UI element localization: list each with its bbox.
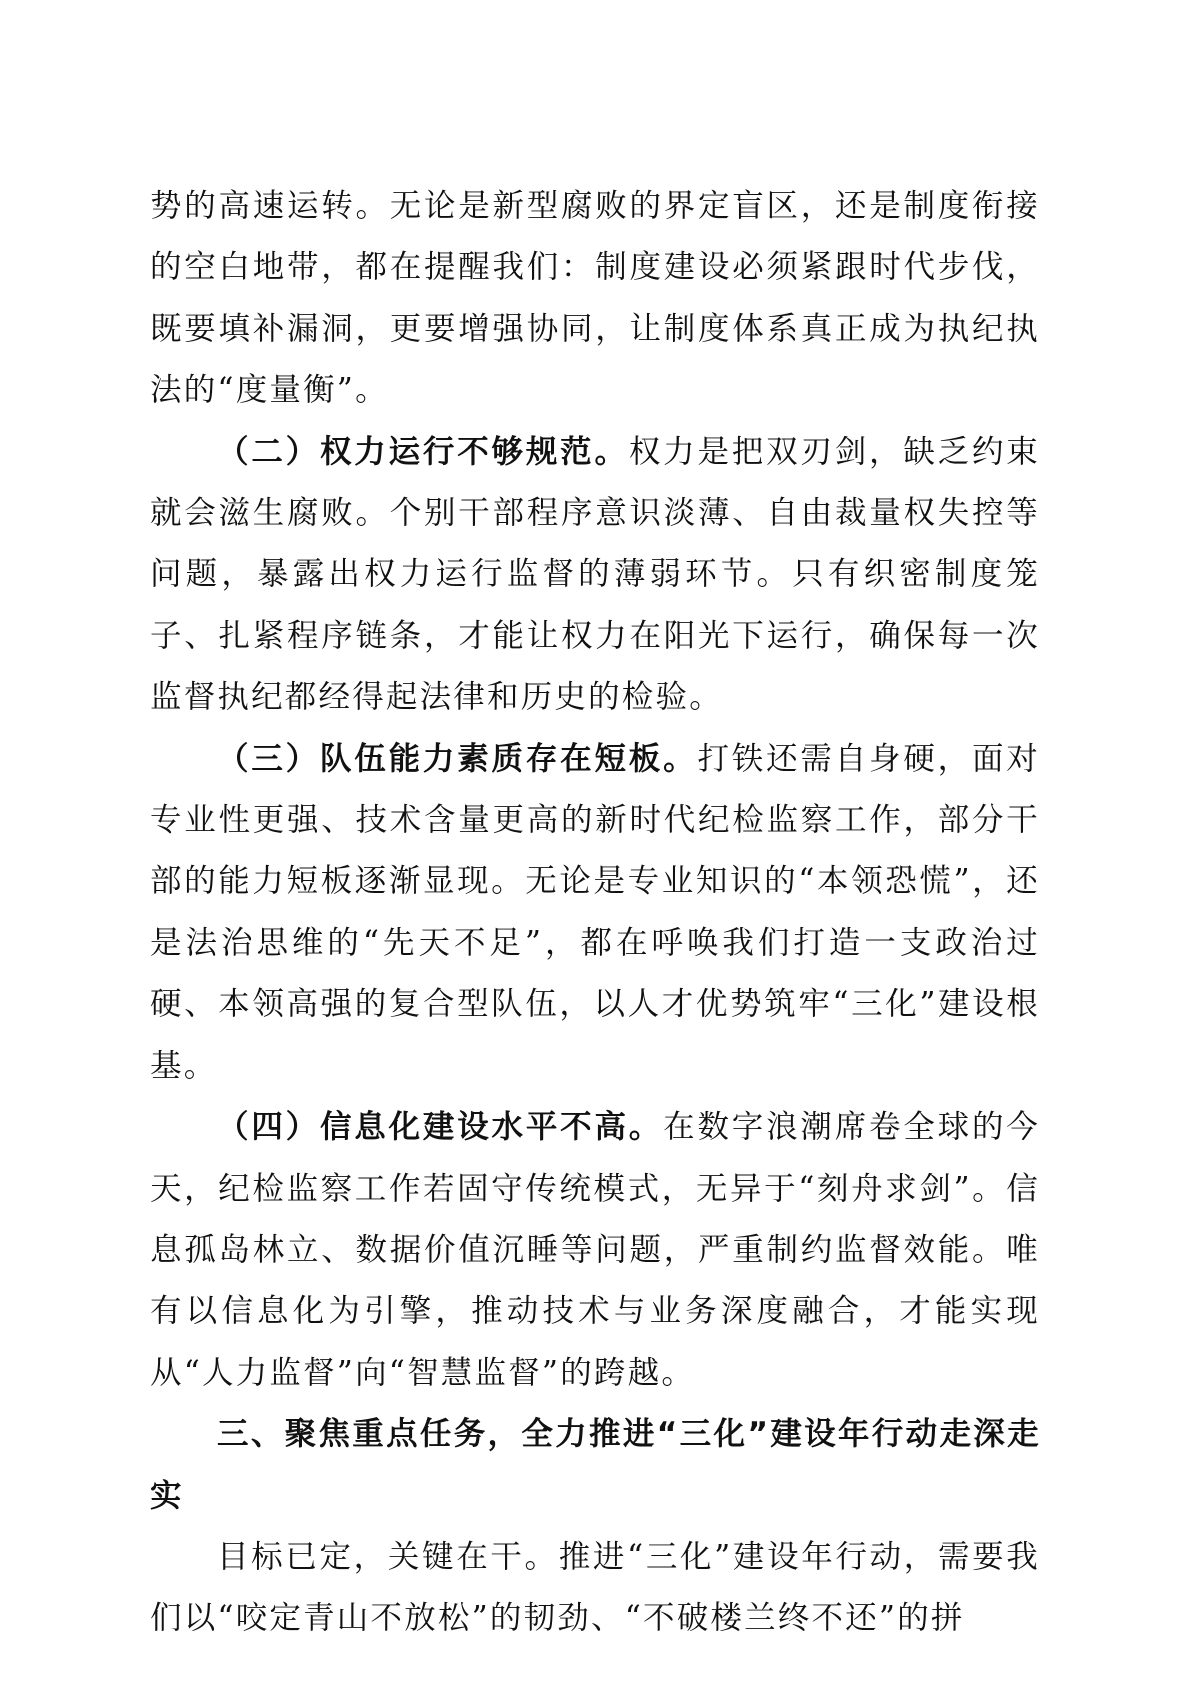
paragraph-text: 势的高速运转。无论是新型腐败的界定盲区，还是制度衔接的空白地带，都在提醒我们：制度建设必须紧跟时代步伐，既要填补漏洞，更要增强协同，让制度体系真正成为执纪执法的“度量衡”。	[150, 188, 1040, 409]
paragraph-informatization	[150, 1097, 1040, 1404]
paragraph-text: 打铁还需自身硬，面对专业性更强、技术含量更高的新时代纪检监察工作，部分干部的能力短板逐渐显现。无论是专业知识的“本领恐慌”，还是法治思维的“先天不足”，都在呼唤我们打造一支政治过硬、本领高强的复合型队伍，以人才优势筑牢“三化”建设根基。	[150, 740, 1040, 1084]
paragraph-text: 目标已定，关键在干。推进“三化”建设年行动，需要我们以“咬定青山不放松”的韧劲、“不破楼兰终不还”的拼	[150, 1538, 1040, 1637]
section-heading: 三、聚焦重点任务，全力推进“三化”建设年行动走深走实	[150, 1416, 1040, 1514]
paragraph-team-capability	[150, 729, 1040, 1097]
paragraph-text: 在数字浪潮席卷全球的今天，纪检监察工作若固守传统模式，无异于“刻舟求剑”。信息孤岛林立、数据价值沉睡等问题，严重制约监督效能。唯有以信息化为引擎，推动技术与业务深度融合，才能实现从“人力监督”向“智慧监督”的跨越。	[150, 1109, 1040, 1391]
subsection-title: （三）队伍能力素质存在短板。	[217, 740, 698, 777]
subsection-title: （四）信息化建设水平不高。	[217, 1109, 664, 1146]
subsection-title: （二）权力运行不够规范。	[217, 433, 629, 470]
document-page	[150, 176, 1040, 1650]
paragraph-power-operation	[150, 422, 1040, 729]
paragraph-text: 权力是把双刃剑，缺乏约束就会滋生腐败。个别干部程序意识淡薄、自由裁量权失控等问题，暴露出权力运行监督的薄弱环节。只有织密制度笼子、扎紧程序链条，才能让权力在阳光下运行，确保每一次监督执纪都经得起法律和历史的检验。	[150, 433, 1040, 716]
paragraph-continuation	[150, 176, 1040, 422]
paragraph-goal	[150, 1527, 1040, 1650]
